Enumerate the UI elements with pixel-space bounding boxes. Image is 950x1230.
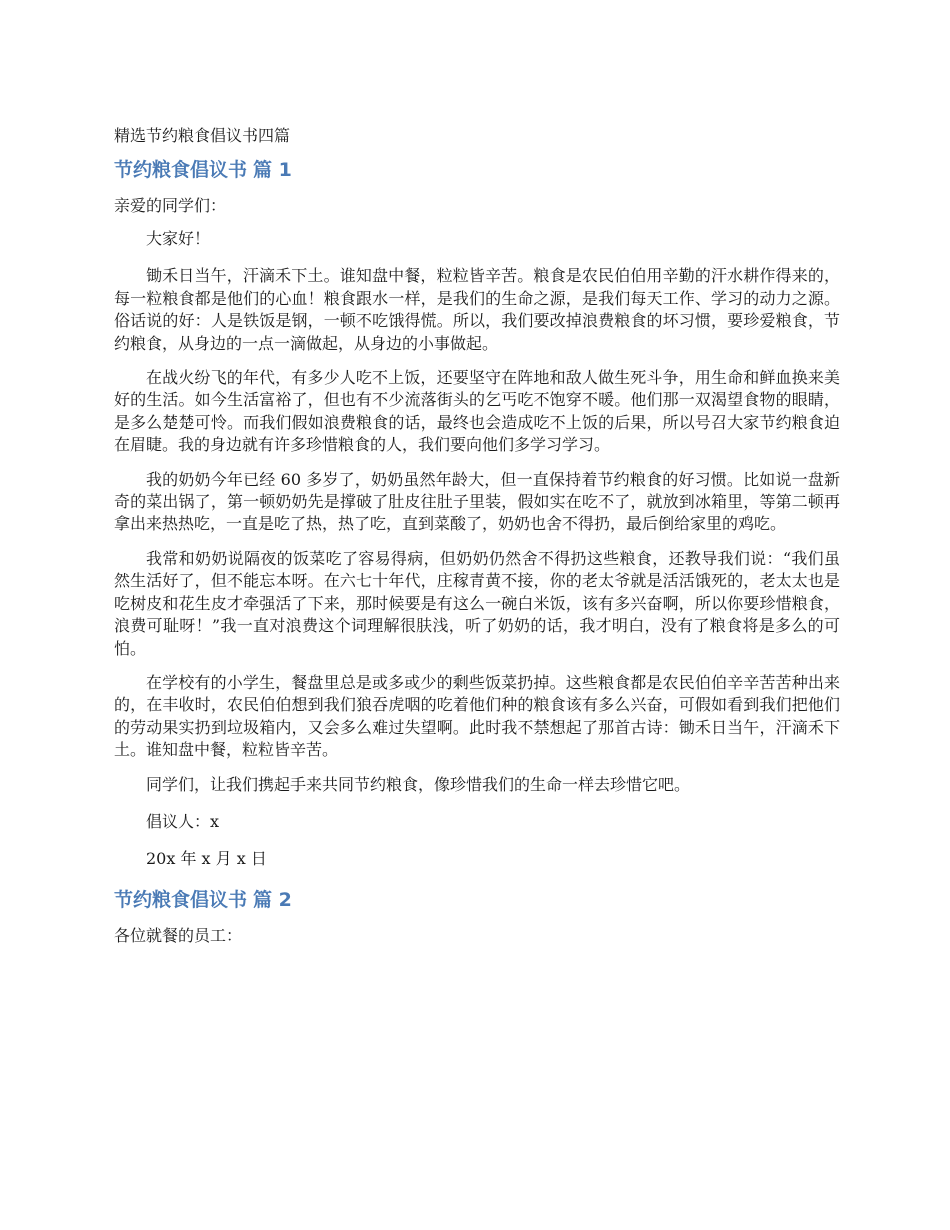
body-paragraph: 我的奶奶今年已经 60 多岁了，奶奶虽然年龄大，但一直保持着节约粮食的好习惯。比如说一盘新奇的菜出锅了，第一顿奶奶先是撑破了肚皮往肚子里装，假如实在吃不了，就放到冰箱里，等第二顿再拿出来热热吃，一直是吃了热，热了吃，直到菜酸了，奶奶也舍不得扔，最后倒给家里的鸡吃。 xyxy=(114,469,840,534)
document-page xyxy=(114,124,840,958)
date-line: 20x 年 x 月 x 日 xyxy=(146,849,267,869)
greeting-paragraph: 大家好！ xyxy=(146,229,211,248)
body-paragraph: 我常和奶奶说隔夜的饭菜吃了容易得病，但奶奶仍然舍不得扔这些粮食，还教导我们说：“我们虽然生活好了，但不能忘本呀。在六七十年代，庄稼青黄不接，你的老太爷就是活活饿死的，老太太也是吃树皮和花生皮才牵强活了下来，那时候要是有这么一碗白米饭，该有多兴奋啊，所以你要珍惜粮食，浪费可耻呀！”我一直对浪费这个词理解很肤浅，听了奶奶的话，我才明白，没有了粮食将是多么的可怕。 xyxy=(114,548,840,658)
body-paragraph: 在战火纷飞的年代，有多少人吃不上饭，还要坚守在阵地和敌人做生死斗争，用生命和鲜血换来美好的生活。如今生活富裕了，但也有不少流落街头的乞丐吃不饱穿不暖。他们那一双渴望食物的眼睛，是多么楚楚可怜。而我们假如浪费粮食的话，最终也会造成吃不上饭的后果，所以号召大家节约粮食迫在眉睫。我的身边就有许多珍惜粮食的人，我们要向他们多学习学习。 xyxy=(114,368,840,455)
section-number: 篇 2 xyxy=(253,888,292,911)
section-heading-text: 节约粮食倡议书 xyxy=(114,888,248,911)
salutation: 亲爱的同学们： xyxy=(114,196,227,215)
salutation: 各位就餐的员工： xyxy=(114,925,243,945)
section-number: 篇 1 xyxy=(253,159,292,181)
section-heading-1 xyxy=(114,156,840,184)
body-paragraph: 在学校有的小学生，餐盘里总是或多或少的剩些饭菜扔掉。这些粮食都是农民伯伯辛辛苦苦种出来的，在丰收时，农民伯伯想到我们狼吞虎咽的吃着他们种的粮食该有多么兴奋，可假如看到我们把他们的劳动果实扔到垃圾箱内，又会多么难过失望啊。此时我不禁想起了那首古诗：锄禾日当午，汗滴禾下土。谁知盘中餐，粒粒皆辛苦。 xyxy=(114,672,840,760)
signature-line: 倡议人：x xyxy=(146,811,220,831)
closing-paragraph: 同学们，让我们携起手来共同节约粮食，像珍惜我们的生命一样去珍惜它吧。 xyxy=(146,774,691,794)
body-paragraph: 锄禾日当午，汗滴禾下土。谁知盘中餐，粒粒皆辛苦。粮食是农民伯伯用辛勤的汗水耕作得来的，每一粒粮食都是他们的心血！粮食跟水一样，是我们的生命之源，是我们每天工作、学习的动力之源。俗话说的好：人是铁饭是钢，一顿不吃饿得慌。所以，我们要改掉浪费粮食的坏习惯，要珍爱粮食，节约粮食，从身边的一点一滴做起，从身边的小事做起。 xyxy=(114,266,840,353)
section-heading-2 xyxy=(114,886,840,914)
section-heading-text: 节约粮食倡议书 xyxy=(114,159,248,181)
document-title: 精选节约粮食倡议书四篇 xyxy=(114,126,291,145)
